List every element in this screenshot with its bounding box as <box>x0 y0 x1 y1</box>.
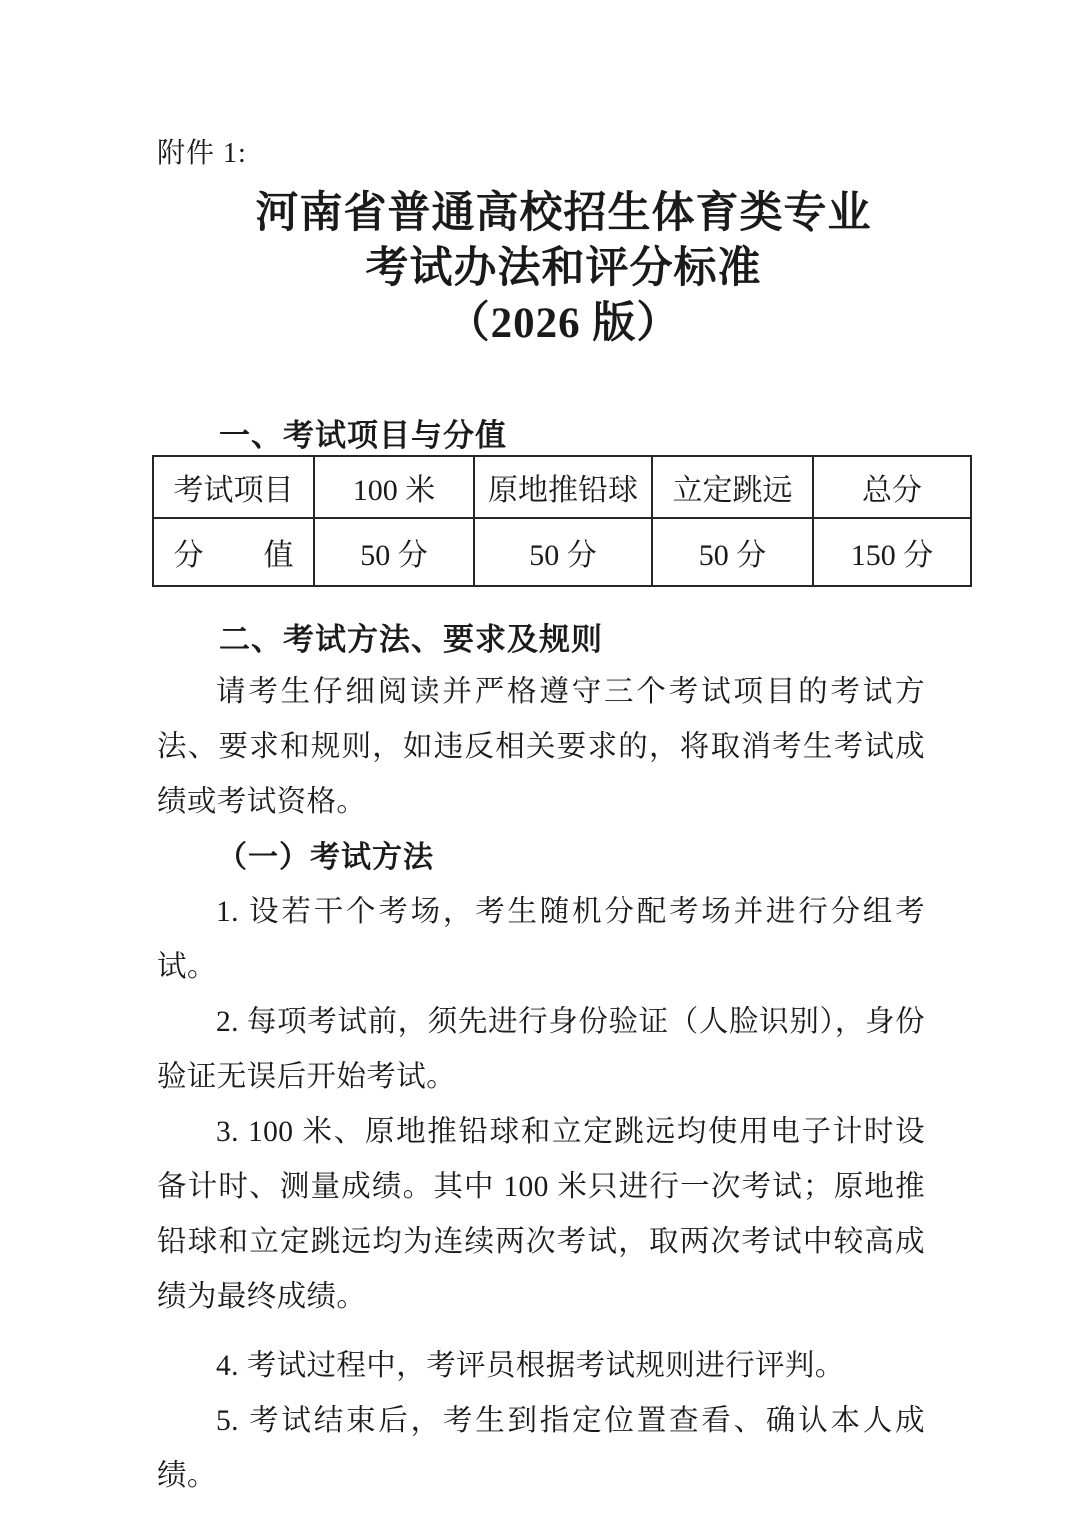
table-header-cell-100m: 100 米 <box>314 456 474 518</box>
table-header-row <box>153 456 971 518</box>
table-score-cell-total: 150 分 <box>813 518 971 586</box>
section-two-heading: 二、考试方法、要求及规则 <box>219 622 603 657</box>
table-score-cell-100m: 50 分 <box>314 518 474 586</box>
table-score-cell-shot-put: 50 分 <box>474 518 652 586</box>
table-score-cell-standing-jump: 50 分 <box>652 518 813 586</box>
table-score-row <box>153 518 971 586</box>
table-header-cell-shot-put: 原地推铅球 <box>474 456 652 518</box>
method-item-3: 3. 100 米、原地推铅球和立定跳远均使用电子计时设备计时、测量成绩。其中 100 米只进行一次考试；原地推铅球和立定跳远均为连续两次考试，取两次考试中较高成绩为最终成绩。 <box>157 1116 925 1313</box>
document-title-line-3: （2026 版） <box>446 300 681 347</box>
method-item-4: 4. 考试过程中，考评员根据考试规则进行评判。 <box>216 1350 845 1382</box>
exam-score-table <box>152 455 972 587</box>
table-header-cell-exam-item: 考试项目 <box>153 456 314 518</box>
method-sub-heading: （一）考试方法 <box>217 841 434 874</box>
method-item-2: 2. 每项考试前，须先进行身份验证（人脸识别），身份验证无误后开始考试。 <box>157 1006 925 1093</box>
attachment-label: 附件 1: <box>157 138 247 169</box>
method-item-1: 1. 设若干个考场，考生随机分配考场并进行分组考试。 <box>157 896 925 983</box>
document-title-line-2: 考试办法和评分标准 <box>365 245 762 292</box>
table-header-cell-standing-jump: 立定跳远 <box>652 456 813 518</box>
section-one-heading: 一、考试项目与分值 <box>219 418 507 453</box>
table-score-label-cell: 分 值 <box>153 518 314 586</box>
document-title <box>157 186 970 351</box>
section-two-intro-paragraph: 请考生仔细阅读并严格遵守三个考试项目的考试方法、要求和规则，如违反相关要求的，将取消考生考试成绩或考试资格。 <box>157 676 925 818</box>
table-header-cell-total: 总分 <box>813 456 971 518</box>
method-item-5: 5. 考试结束后，考生到指定位置查看、确认本人成绩。 <box>157 1405 925 1492</box>
document-title-line-1: 河南省普通高校招生体育类专业 <box>255 190 872 237</box>
